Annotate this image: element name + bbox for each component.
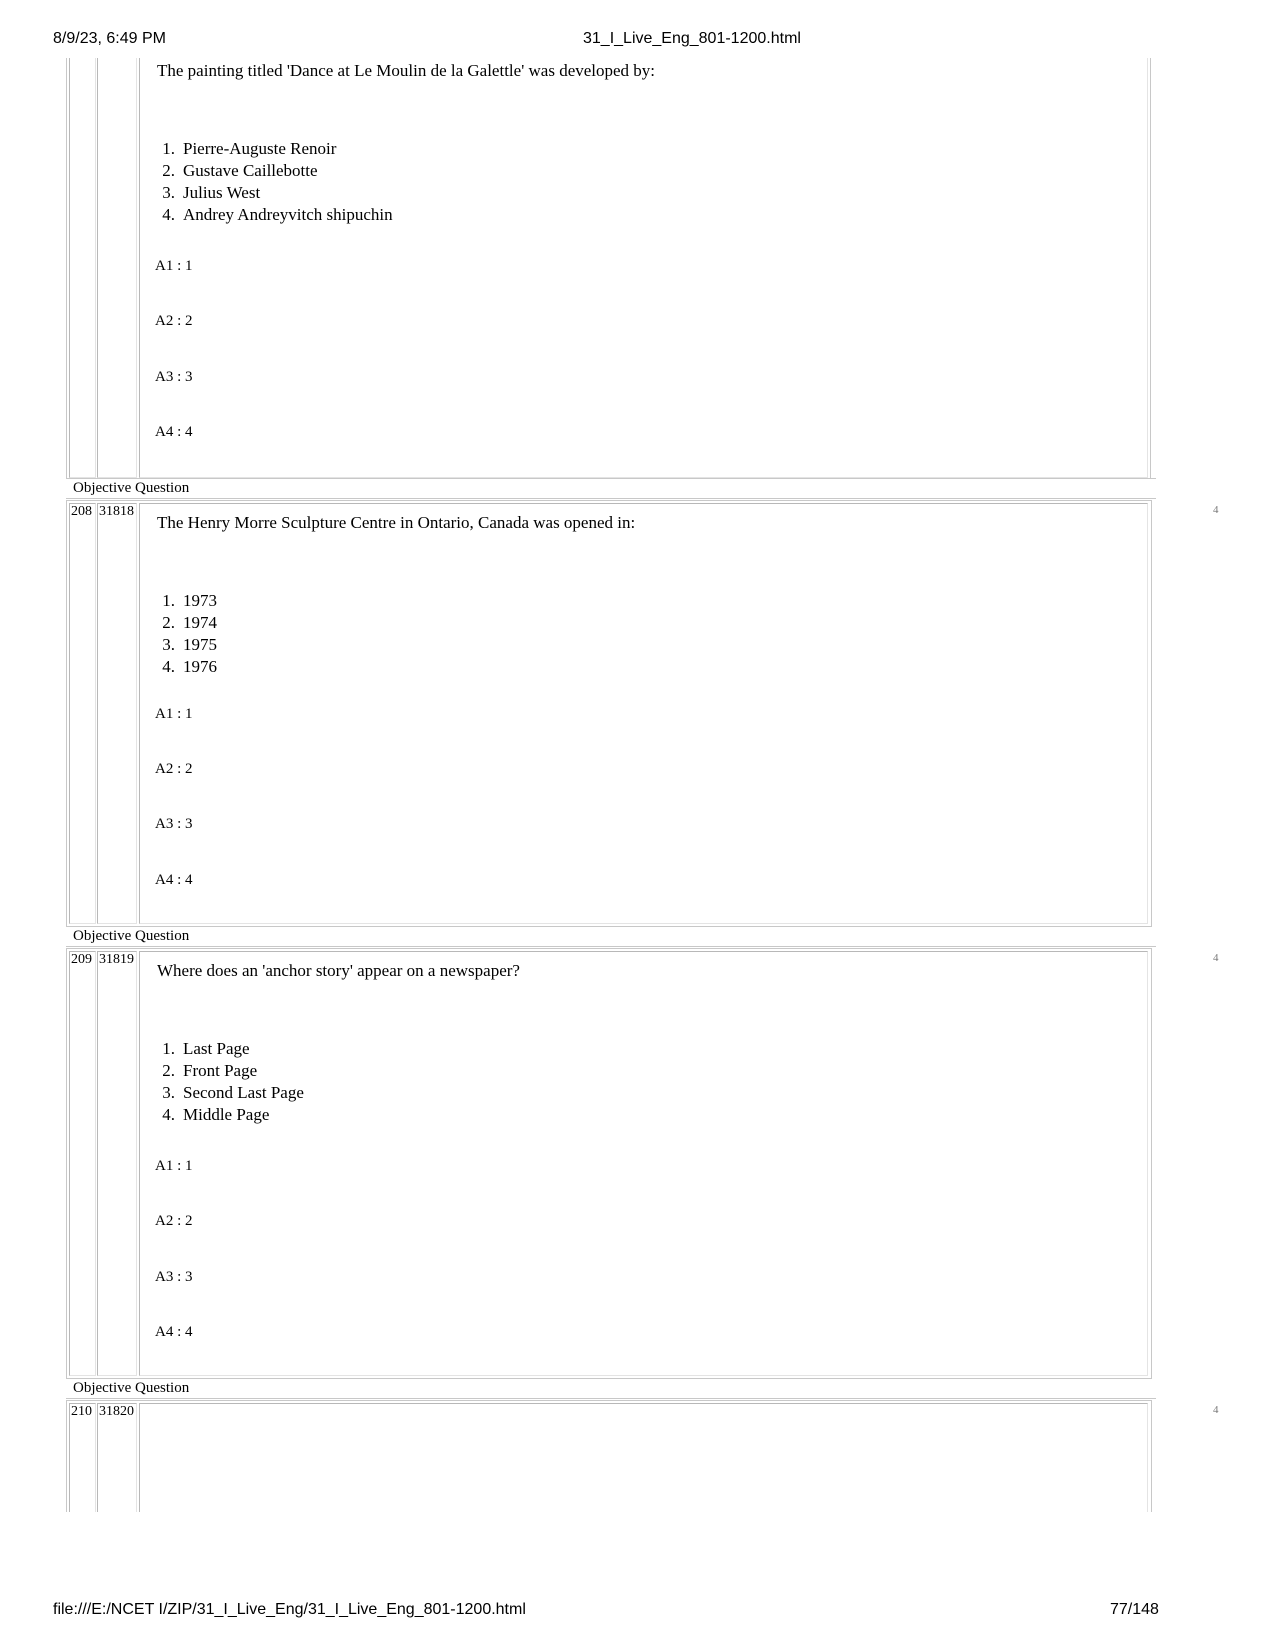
serial-cell [69,503,96,924]
serial-number: 209 [71,952,92,967]
question-type-label: Objective Question [73,928,190,944]
serial-number: 208 [71,504,92,519]
option-item: 1. Pierre-Auguste Renoir [162,139,337,158]
option-item: 4. Andrey Andreyvitch shipuchin [162,205,393,224]
answer-option-4: A4 : 4 [155,1324,193,1340]
option-item: 3. Second Last Page [162,1083,304,1102]
option-item: 1. 1973 [162,591,217,610]
question-type-label: Objective Question [73,480,190,496]
question-id: 31818 [99,504,134,519]
question-cell [139,1403,1148,1512]
question-id: 31819 [99,952,134,967]
answer-option-3: A3 : 3 [155,1269,193,1285]
option-list [155,138,393,226]
question-cell [139,503,1148,924]
option-item: 4. Middle Page [162,1105,270,1124]
answer-option-2: A2 : 2 [155,313,193,329]
serial-cell [69,951,96,1376]
option-item: 3. Julius West [162,183,261,202]
answer-option-1: A1 : 1 [155,258,193,274]
print-datetime: 8/9/23, 6:49 PM [53,30,166,47]
id-cell [97,951,137,1376]
option-item: 3. 1975 [162,635,217,654]
id-cell [97,58,137,478]
question-text: Where does an 'anchor story' appear on a newspaper? [157,961,520,980]
option-item: 1. Last Page [162,1039,250,1058]
question-text: The painting titled 'Dance at Le Moulin de la Galettle' was developed by: [157,61,656,80]
clipped-column-text: 4 [1213,504,1219,516]
option-item: 4. 1976 [162,657,217,676]
option-item: 2. 1974 [162,613,217,632]
question-type-label: Objective Question [73,1380,190,1396]
option-list [155,590,217,678]
answer-option-1: A1 : 1 [155,706,193,722]
answer-option-1: A1 : 1 [155,1158,193,1174]
clipped-column-text: 4 [1213,1404,1219,1416]
question-cell [139,58,1148,478]
print-page-number: 77/148 [1110,1601,1159,1618]
question-cell [139,951,1148,1376]
answer-option-3: A3 : 3 [155,816,193,832]
answer-option-2: A2 : 2 [155,761,193,777]
option-list [155,1038,304,1126]
option-item: 2. Front Page [162,1061,258,1080]
answer-option-3: A3 : 3 [155,369,193,385]
id-cell [97,503,137,924]
question-id: 31820 [99,1404,134,1419]
serial-number: 210 [71,1404,92,1419]
clipped-column-text: 4 [1213,952,1219,964]
option-item: 2. Gustave Caillebotte [162,161,318,180]
print-file-path: file:///E:/NCET I/ZIP/31_I_Live_Eng/31_I_Live_Eng_801-1200.html [53,1601,526,1618]
serial-cell [69,58,96,478]
answer-option-2: A2 : 2 [155,1213,193,1229]
question-text: The Henry Morre Sculpture Centre in Ontario, Canada was opened in: [157,513,636,532]
answer-option-4: A4 : 4 [155,424,193,440]
answer-option-4: A4 : 4 [155,872,193,888]
print-title: 31_I_Live_Eng_801-1200.html [583,30,801,47]
